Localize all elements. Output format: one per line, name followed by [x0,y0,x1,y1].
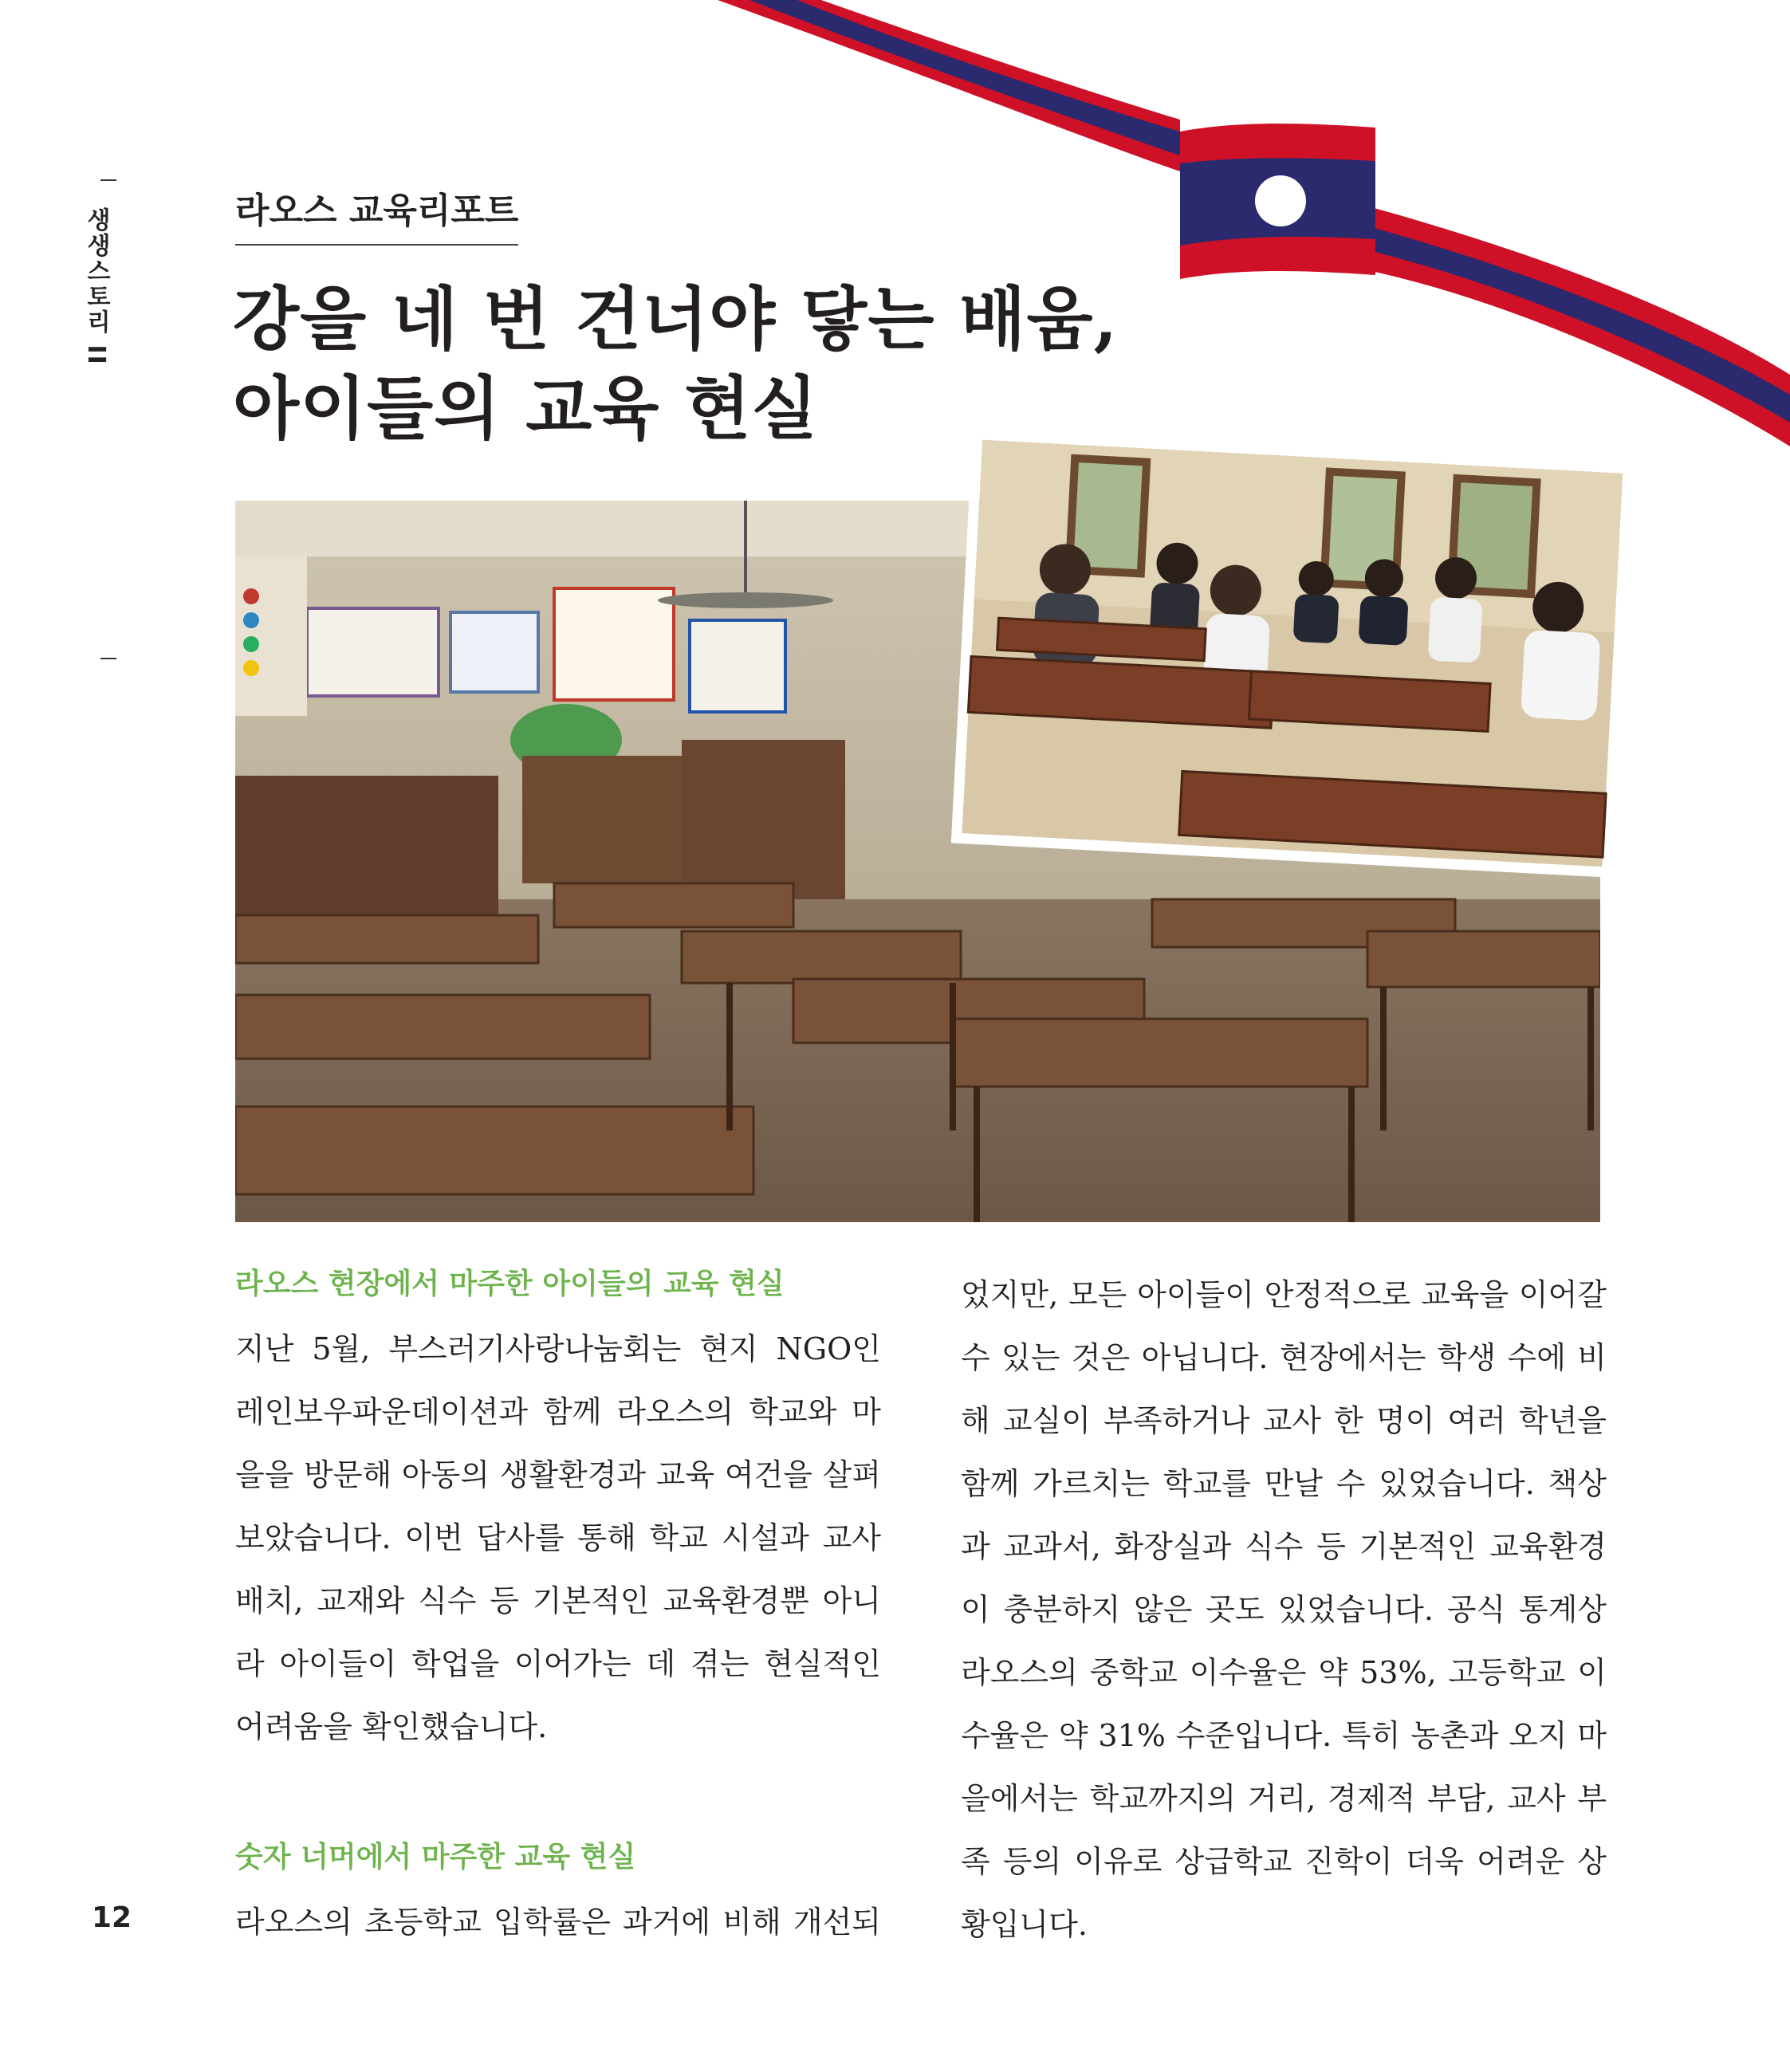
side-rule-bottom [100,658,116,659]
section2-body-continued: 었지만, 모든 아이들이 안정적으로 교육을 이어갈 수 있는 것은 아닙니다. 현장에서는 학생 수에 비해 교실이 부족하거나 교사 한 명이 여러 학년을 함께 가르치는 학교를 만날 수 있었습니다. 책상과 교과서, 화장실과 식수 등 기본적인 교육환경이 충분하지 않은 곳도 있었습니다. 공식 통계상 라오스의 중학교 이수율은 약 53%, 고등학교 이수율은 약 31% 수준입니다. 특히 농촌과 오지 마을에서는 학교까지의 거리, 경제적 부담, 교사 부족 등의 이유로 상급학교 진학이 더욱 어려운 상황입니다. [961,1277,1607,1942]
title-line-2: 아이들의 교육 현실 [233,368,819,449]
section1-heading: 라오스 현장에서 마주한 아이들의 교육 현실 [235,1268,785,1300]
section2-heading: 숫자 너머에서 마주한 교육 현실 [235,1841,636,1873]
page-number: 12 [92,1901,132,1934]
section-label: 생생스토리 II [82,207,110,366]
students-photo [949,434,1650,897]
page-title [233,275,1118,454]
title-line-1: 강을 네 번 건너야 닿는 배움, [233,279,1119,360]
side-rule-top [100,179,116,181]
left-column [235,1264,881,1954]
report-kicker: 라오스 교육리포트 [235,182,518,246]
right-column [961,1264,1607,1956]
section1-body: 지난 5월, 부스러기사랑나눔회는 현지 NGO인 레인보우파운데이션과 함께 라오스의 학교와 마을을 방문해 아동의 생활환경과 교육 여건을 살펴보았습니다. 이번 답사를 통해 학교 시설과 교사 배치, 교재와 식수 등 기본적인 교육환경뿐 아니라 아이들이 학업을 이어가는 데 겪는 현실적인 어려움을 확인했습니다. [235,1331,881,1744]
section2-body-start: 라오스의 초등학교 입학률은 과거에 비해 개선되 [235,1905,881,1940]
